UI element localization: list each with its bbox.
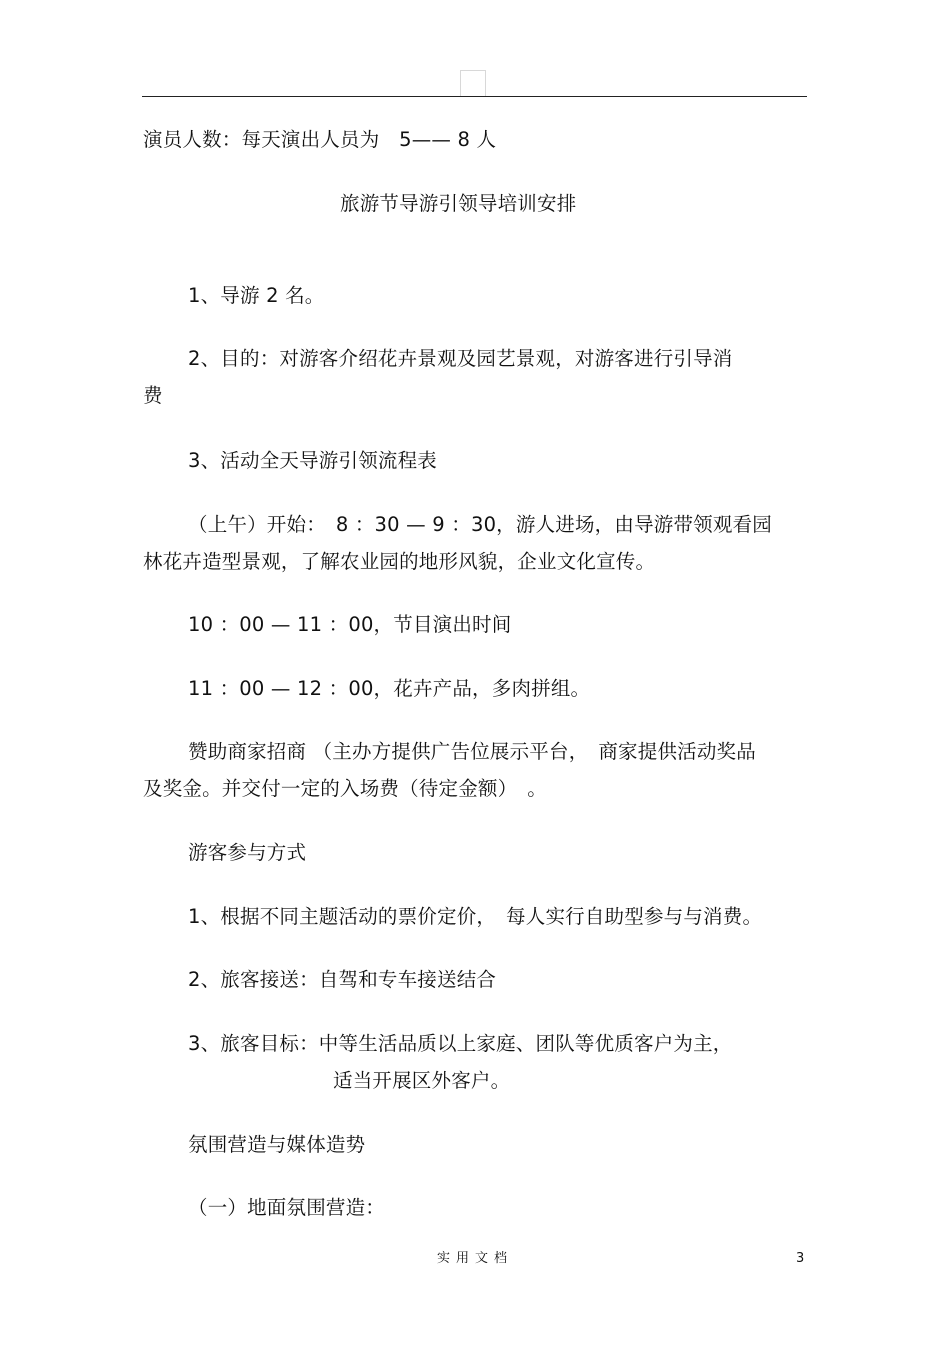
header-mark [460,70,486,96]
footer-label: 实用文档 [436,1251,513,1266]
performer-count-line: 演员人数：每天演出人员为 5—— 8 人 [143,128,497,151]
paragraph-ground-atmosphere: （一）地面氛围营造： [188,1196,386,1219]
paragraph-transport: 2、旅客接送：自驾和专车接送结合 [188,968,497,991]
page-number: 3 [796,1251,805,1266]
paragraph-sponsors: 赞助商家招商 （主办方提供广告位展示平台， 商家提供活动奖品 [188,740,756,763]
paragraph-products: 11 ：00 — 12 ：00，花卉产品，多肉拼组。 [188,677,591,700]
paragraph-purpose: 2、目的：对游客介绍花卉景观及园艺景观，对游客进行引导消 [188,347,733,370]
paragraph-guides: 1、导游 2 名。 [188,284,325,307]
paragraph-morning: （上午）开始： 8 ：30 — 9 ：30，游人进场，由导游带领观看园 [188,513,772,536]
paragraph-target-cont: 适当开展区外客户。 [333,1069,511,1092]
paragraph-purpose-cont: 费 [143,384,163,407]
paragraph-atmosphere-heading: 氛围营造与媒体造势 [188,1133,366,1156]
paragraph-participation-heading: 游客参与方式 [188,841,307,864]
paragraph-show-time: 10 ：00 — 11 ：00，节目演出时间 [188,613,512,636]
paragraph-schedule-heading: 3、活动全天导游引领流程表 [188,449,438,472]
header-divider [142,96,807,97]
paragraph-target: 3、旅客目标：中等生活品质以上家庭、团队等优质客户为主， [188,1032,733,1055]
section-title: 旅游节导游引领导培训安排 [340,192,577,215]
paragraph-sponsors-cont: 及奖金。并交付一定的入场费（待定金额） 。 [143,777,547,800]
paragraph-morning-cont: 林花卉造型景观，了解农业园的地形风貌，企业文化宣传。 [143,550,656,573]
paragraph-pricing: 1、根据不同主题活动的票价定价， 每人实行自助型参与与消费。 [188,905,763,928]
